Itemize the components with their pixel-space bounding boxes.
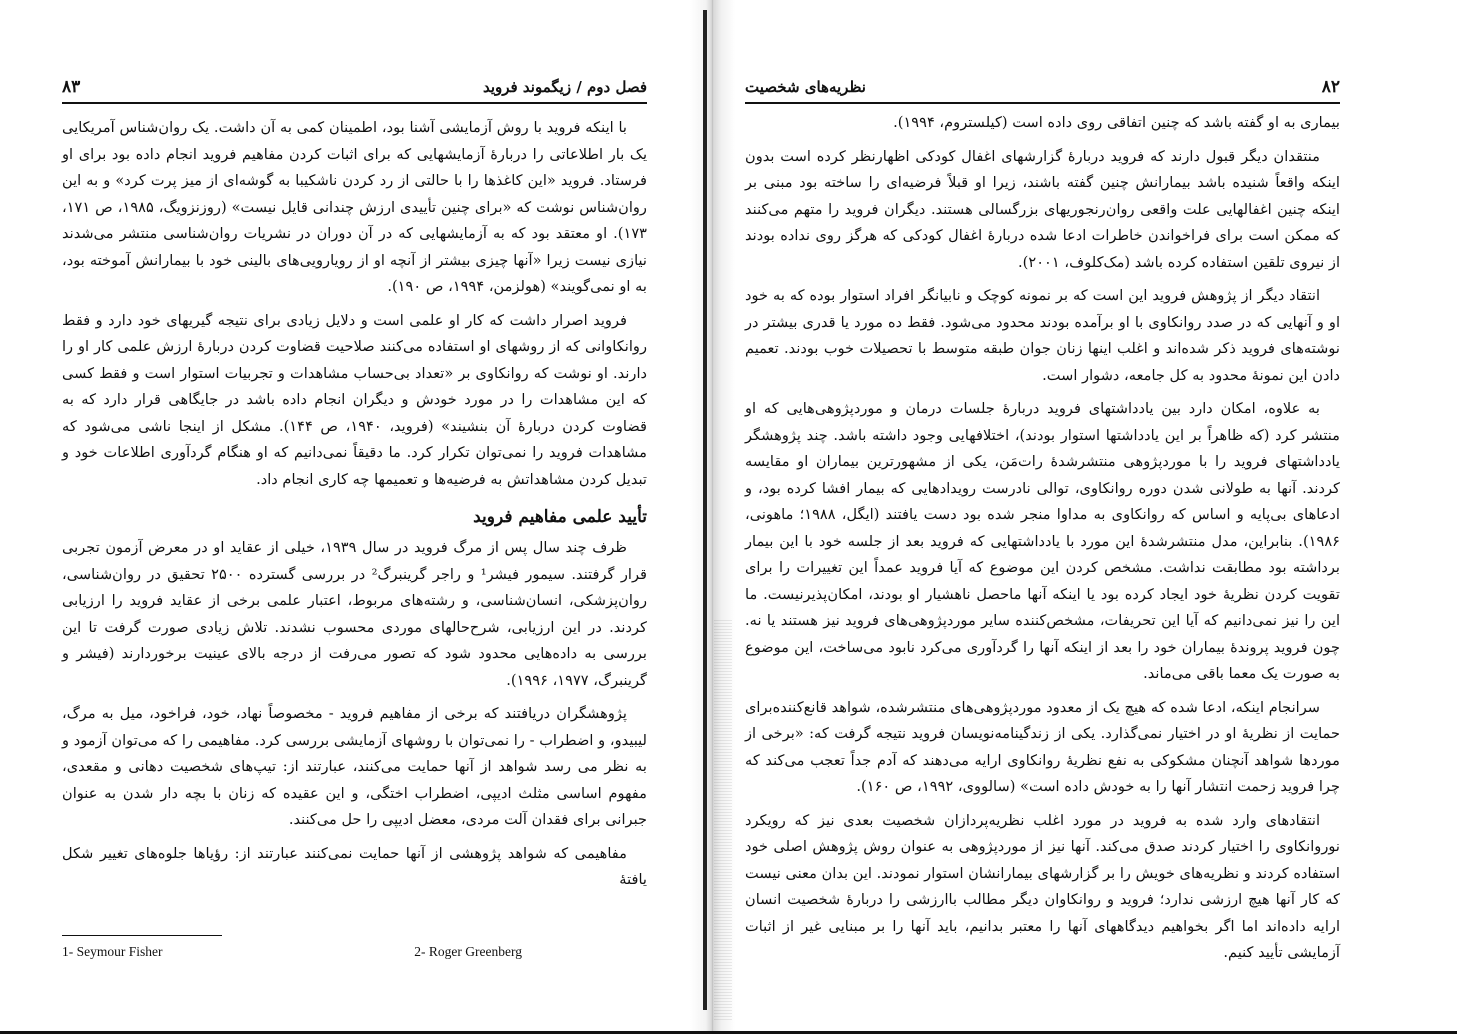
paragraph: به علاوه، امکان دارد بین یادداشتهای فروید دربارهٔ جلسات درمان و موردپژوهی‌هایی که او منتشر کرد (که ظاهراً بر این یادداشتها استوار بودند)، اختلافهایی وجود داشته باشد. چند پژوهشگر یادداشتهای فروید را با موردپژوهی منتشرشدهٔ رات‌مَن، یکی از مشهورترین بیماران او مقایسه کردند. آنها به طولانی شدن دوره روانکاوی، توالی نادرست رویدادهایی که بیمار افشا کرده بود، و ادعاهای بی‌پایه و اساس که روانکاوی به مداوا منجر شده بود دست یافتند (ایگل، ۱۹۸۸؛ ماهونی، ۱۹۸۶). بنابراین، مدل منتشرشدهٔ این مورد با یادداشتهایی که فروید بعد از جلسه خود با این بیمار برداشته بود مطابقت نداشت. مشخص کردن این موضوع که آیا فروید عمداً این تغییرات را برای تقویت کردن نظریهٔ خود ایجاد کرده بود یا اینکه آنها ماحصل ناهشیار او بودند، امکان‌پذیرنیست. ما این را نیز نمی‌دانیم که آیا این تحریفات، مشخص‌کننده سایر موردپژوهی‌های فروید نیز هستند یا نه. چون فروید پروندهٔ بیماران خود را بعد از اینکه آنها را گردآوری می‌کرد نابود می‌ساخت، این موضوع به صورت یک معما باقی می‌ماند.: [745, 400, 1340, 682]
paragraph: انتقاد دیگر از پژوهش فروید این است که بر نمونه کوچک و نابیانگر افراد استوار بوده که به خود او و آنهایی که در صدد روانکاوی با او برآمده بودند محدود می‌شود. فقط ده مورد یا قدری بیشتر در نوشته‌های فروید ذکر شده‌اند و اغلب اینها زنان جوان طبقه متوسط با تحصیلات خوب بودند. تعمیم دادن این نمونهٔ محدود به کل جامعه، دشوار است.: [745, 287, 1340, 384]
left-page: [0, 0, 690, 1034]
footnote-2: 2- Roger Greenberg: [414, 944, 522, 959]
left-running-header: [62, 72, 647, 104]
paragraph: سرانجام اینکه، ادعا شده که هیچ یک از معدود موردپژوهی‌های منتشرشده، شواهد قانع‌کننده‌برای حمایت از نظریهٔ او در اختیار نمی‌گذارد. یکی از زندگینامه‌نویسان فروید نتیجه گرفت که: «برخی از موردها شواهد آنچنان مشکوکی به نفع نظریهٔ روانکاوی ارایه می‌دهند که آدم جداً تعجب می‌کند که چرا فروید زحمت انتشار آنها را به خودش داده است» (سالووی، ۱۹۹۲، ص ۱۶۰).: [745, 698, 1340, 795]
section-heading: تأیید علمی مفاهیم فروید: [473, 507, 647, 527]
paragraph: مفاهیمی که شواهد پژوهشی از آنها حمایت نمی‌کنند عبارتند از: رؤیاها جلوه‌های تغییر شکل یافتهٔ: [62, 844, 647, 888]
paragraph: فروید اصرار داشت که کار او علمی است و دلایل زیادی برای نتیجه گیریهای خود دارد و فقط روانکاوانی که از روشهای او استفاده می‌کنند صلاحیت قضاوت کردن دربارهٔ ارزش علمی کار او را دارند. او نوشت که روانکاوی بر «تعداد بی‌حساب مشاهدات و تجربیات استوار است و فقط کسی که این مشاهدات را در مورد خودش و دیگران انجام داده باشد در جایگاهی قرار دارد که به قضاوت کردن دربارهٔ آن بنشیند» (فروید، ۱۹۴۰، ص ۱۴۴). مشکل از اینجا ناشی می‌شود که مشاهدات فروید را نمی‌توان تکرار کرد. ما دقیقاً نمی‌دانیم که او هنگام گردآوری اطلاعات خود و تبدیل کردن مشاهداتش به فرضیه‌ها و تعمیمها چه کاری انجام داد.: [62, 311, 647, 488]
paragraph: ظرف چند سال پس از مرگ فروید در سال ۱۹۳۹، خیلی از عقاید او در معرض آزمون تجربی قرار گرفتند. سیمور فیشر¹ و راجر گرینبرگ² در بررسی گسترده ۲۵۰۰ تحقیق در روان‌شناسی، روان‌پزشکی، انسان‌شناسی، و رشته‌های مربوط، اعتبار علمی برخی از عقاید فروید را ارزیابی کردند. در این ارزیابی، شرح‌حالهای موردی محسوب نشدند. تلاش زیادی صورت گرفت تا این بررسی به داده‌هایی محدود شود که تصور می‌رفت از درجه بالای عینیت برخوردارند (فیشر و گرینبرگ، ۱۹۷۷، ۱۹۹۶).: [62, 539, 647, 689]
footnote-1: 1- Seymour Fisher: [62, 944, 163, 959]
paragraph: بیماری به او گفته باشد که چنین اتفاقی روی داده است (کیلستروم، ۱۹۹۴).: [893, 114, 1340, 131]
left-page-number: ۸۳: [62, 77, 81, 97]
right-header-title: نظریه‌های شخصیت: [745, 78, 866, 96]
paragraph: پژوهشگران دریافتند که برخی از مفاهیم فروید - مخصوصاً نهاد، خود، فراخود، میل به مرگ، لیبیدو، و اضطراب - را نمی‌توان با روشهای آزمایشی بررسی کرد. مفاهیمی را که می‌توان آزمود و به نظر می رسد شواهد از آنها حمایت می‌کنند، عبارتند از: تیپ‌های شخصیت دهانی و مقعدی، مفهوم اساسی مثلث ادیپی، اضطراب اختگی، و این عقیده که زنان با بچه دار شدن به عنوان جبرانی برای فقدان آلت مردی، معضل ادیپی را حل می‌کنند.: [62, 705, 647, 828]
footnotes: [62, 944, 522, 960]
book-gutter: [690, 0, 735, 1034]
right-page: [735, 0, 1457, 1034]
left-body-text: [62, 115, 647, 901]
paragraph: منتقدان دیگر قبول دارند که فروید دربارهٔ گزارشهای اغفال کودکی اظهارنظر کرده است بدون اینکه واقعاً شنیده باشد بیمارانش چنین گفته باشند، زیرا او قبلاً فرضیه‌ای را ساخته بود مبنی بر اینکه چنین اغفالهایی علت واقعی روان‌رنجوریهای بزرگسالی هستند. دیگران فروید را متهم می‌کنند که ممکن است برای فراخواندن خاطرات ادعا شده دربارهٔ اغفال کودکی که هرگز روی نداده بودند از نیروی تلقین استفاده کرده باشد (مک‌کلوف، ۲۰۰۱).: [745, 147, 1340, 271]
right-running-header: [745, 72, 1340, 104]
paragraph: انتقادهای وارد شده به فروید در مورد اغلب نظریه‌پردازان شخصیت بعدی نیز که رویکرد نوروانکاوی را اختیار کردند صدق می‌کند. آنها نیز از موردپژوهی به عنوان روش پژوهش اصلی خود استفاده کردند و نظریه‌های خویش را بر گزارشهای بیمارانشان استوار نمودند. این بدان معنی نیست که کار آنها هیچ ارزشی ندارد؛ فروید و روانکاوان دیگر مطالب باارزشی را دربارهٔ شخصیت انسان ارایه داده‌اند اما اگر بخواهیم دیدگاههای آنها را معتبر بدانیم، باید آنها را بر مبنایی غیر از اثبات آزمایشی تأیید کنیم.: [745, 811, 1340, 961]
right-body-text: [745, 110, 1340, 974]
right-page-number: ۸۲: [1321, 77, 1340, 97]
footnote-divider: [62, 935, 222, 936]
left-header-title: فصل دوم / زیگموند فروید: [482, 78, 647, 96]
paragraph: با اینکه فروید با روش آزمایشی آشنا بود، اطمینان کمی به آن داشت. یک روان‌شناس آمریکایی یک بار اطلاعاتی را دربارهٔ آزمایشهایی که برای اثبات کردن مفاهیم فروید انجام داده بود برای او فرستاد. فروید «این کاغذها را با حالتی از رد کردن ناشکیبا به گوشه‌ای از میز پرت کرد» و به این روان‌شناس نوشت که «برای چنین تأییدی ارزش چندانی قایل نیست» (روزنزویگ، ۱۹۸۵، ص ۱۷۱، ۱۷۳). او معتقد بود که به آزمایشهایی که در آن دوران در نشریات روان‌شناسی منتشر می‌شدند نیازی نیست زیرا «آنها چیزی بیشتر از آنچه او از رویارویی‌های بالینی خود با بیمارانش آموخته بود، به او نمی‌گویند» (هولزمن، ۱۹۹۴، ص ۱۹۰).: [62, 119, 647, 295]
